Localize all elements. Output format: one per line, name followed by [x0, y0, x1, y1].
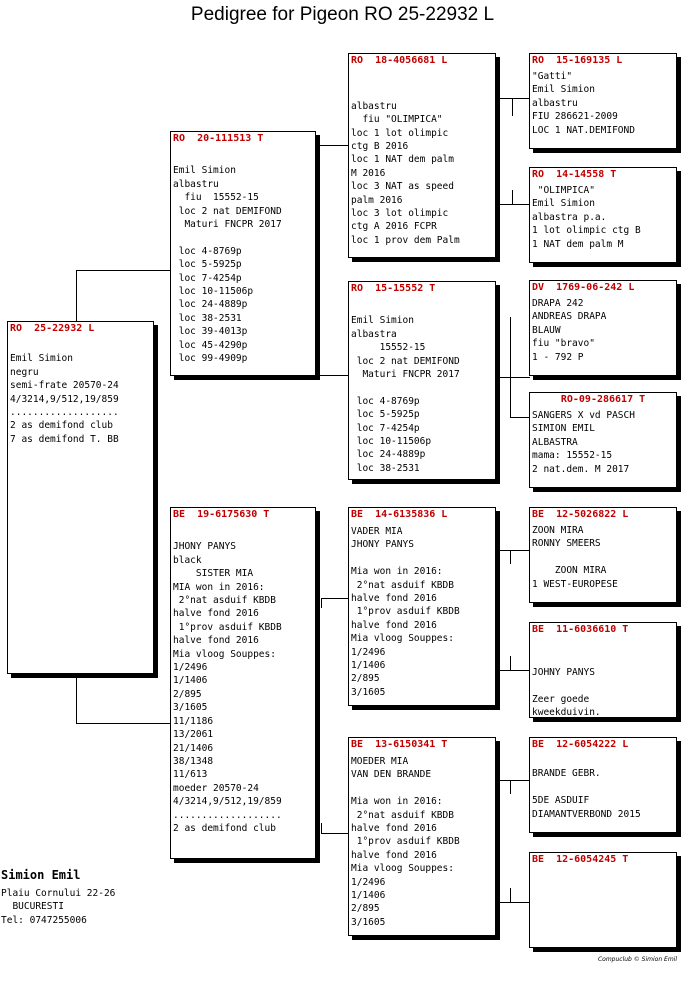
detail-line: loc 7-4254p [351, 422, 420, 434]
detail-line: 2/895 [351, 673, 380, 685]
connector-line [510, 377, 511, 417]
detail-line: Maturi FNCPR 2017 [173, 219, 282, 231]
ring-number: BE 11-6036610 T [532, 624, 629, 635]
detail-line: Emil Simion [10, 353, 73, 365]
ring-number: RO 20-111513 T [173, 133, 264, 144]
detail-line: Mia won in 2016: [351, 566, 443, 578]
detail-line: 1 lot olimpic ctg B [532, 225, 641, 237]
detail-line: kweekduivin. [532, 707, 601, 719]
dam-sire-card [348, 507, 496, 706]
pigeon-details [351, 755, 460, 929]
detail-line [532, 652, 601, 665]
detail-line: ZOON MIRA [532, 525, 584, 536]
detail-line: 2°nat asduif KBDB [351, 809, 454, 821]
detail-line: 21/1406 [173, 742, 214, 754]
page-title: Pedigree for Pigeon RO 25-22932 L [190, 4, 495, 25]
detail-line: halve fond 2016 [351, 619, 437, 631]
detail-line: loc 3 NAT as speed [351, 181, 454, 193]
breeder-address [1, 887, 115, 927]
detail-line: BRANDE GEBR. [532, 768, 601, 780]
detail-line: 1/2496 [173, 662, 208, 674]
pigeon-details [532, 184, 641, 251]
detail-line: 4/3214,9/512,19/859 [173, 796, 282, 808]
connector-line [500, 780, 530, 781]
connector-line [318, 375, 348, 376]
detail-line: FIU 286621-2009 [532, 111, 618, 123]
detail-line: loc 7-4254p [173, 272, 242, 284]
detail-line: 2/895 [351, 903, 380, 915]
detail-line: semi-frate 20570-24 [10, 380, 119, 392]
detail-line: ANDREAS DRAPA [532, 311, 607, 323]
detail-line: Tel: 0747255006 [1, 914, 87, 926]
connector-line [510, 656, 511, 670]
connector-line [510, 780, 511, 794]
dam-dam-sire-card [529, 737, 677, 833]
ring-number: BE 12-6054222 L [532, 739, 629, 750]
connector-line [512, 98, 513, 116]
detail-line: 1/1406 [173, 675, 208, 687]
pigeon-details [532, 639, 601, 719]
detail-line: fiu 15552-15 [173, 192, 259, 204]
connector-line [314, 145, 348, 146]
detail-line: albastru [532, 97, 578, 109]
detail-line: Emil Simion [532, 198, 595, 210]
detail-line: 1 NAT dem palm M [532, 238, 624, 250]
pigeon-details [351, 301, 460, 475]
connector-line [321, 598, 348, 599]
detail-line: albastra [351, 328, 397, 340]
detail-line: Mia won in 2016: [351, 796, 443, 808]
detail-line: moeder 20570-24 [173, 782, 259, 794]
detail-line: 1 WEST-EUROPESE [532, 578, 618, 590]
detail-line: "OLIMPICA" [532, 185, 595, 196]
detail-line: 2°nat asduif KBDB [173, 595, 276, 607]
detail-line: 1°prov asduif KBDB [173, 621, 282, 633]
detail-line: 13/2061 [173, 729, 214, 741]
detail-line: SIMION EMIL [532, 423, 595, 435]
detail-line: ctg B 2016 [351, 141, 409, 153]
detail-line: 38/1348 [173, 755, 214, 767]
detail-line: halve fond 2016 [173, 608, 259, 620]
ring-number: RO-09-286617 T [560, 394, 646, 405]
connector-line [510, 550, 511, 564]
detail-line [351, 782, 460, 795]
detail-line: black [173, 554, 202, 566]
detail-line: loc 4-8769p [173, 245, 242, 257]
detail-line: halve fond 2016 [351, 593, 437, 605]
detail-line: loc 38-2531 [351, 462, 420, 474]
pigeon-details [532, 297, 606, 364]
detail-line [173, 231, 282, 244]
detail-line: Emil Simion [351, 315, 414, 327]
detail-line: Plaiu Cornului 22-26 [1, 888, 116, 899]
connector-line [510, 417, 530, 418]
connector-line [321, 598, 322, 608]
dam-sire-sire-card [529, 507, 677, 603]
detail-line: 2/895 [173, 688, 202, 700]
detail-line: JHONY PANYS [173, 541, 236, 553]
ring-number: RO 18-4056681 L [351, 55, 448, 66]
detail-line: loc 38-2531 [173, 312, 242, 324]
connector-line [500, 98, 530, 99]
detail-line: SANGERS X vd PASCH [532, 410, 635, 421]
detail-line: 3/1605 [351, 916, 386, 928]
pigeon-details [532, 524, 618, 591]
pigeon-details [173, 151, 282, 366]
sire-dam-sire-card [529, 280, 677, 376]
detail-line: 4/3214,9/512,19/859 [10, 393, 119, 405]
detail-line [532, 679, 601, 692]
pigeon-details [351, 73, 460, 247]
detail-line: halve fond 2016 [173, 635, 259, 647]
detail-line: Mia vloog Souppes: [351, 633, 454, 645]
detail-line: Mia vloog Souppes: [351, 863, 454, 875]
detail-line: "Gatti" [532, 71, 573, 82]
ring-number: RO 25-22932 L [10, 323, 95, 334]
detail-line: 1 - 792 P [532, 351, 584, 363]
sire-card [170, 131, 316, 376]
detail-line: Emil Simion [532, 84, 595, 96]
connector-line [76, 270, 171, 271]
detail-line: 2 as demifond club [10, 420, 113, 432]
detail-line: loc 10-11506p [173, 286, 254, 298]
detail-line: RONNY SMEERS [532, 538, 601, 550]
detail-line [351, 552, 460, 565]
detail-line: loc 3 lot olimpic [351, 208, 449, 220]
detail-line: 1/1406 [351, 660, 386, 672]
detail-line [10, 339, 119, 352]
ring-number: RO 15-169135 L [532, 55, 623, 66]
detail-line: ................... [10, 407, 119, 419]
footer-credit: Compuclub © Simion Emil [597, 956, 677, 963]
dam-sire-dam-card [529, 622, 677, 718]
connector-line [510, 888, 511, 902]
pigeon-details [532, 754, 641, 821]
detail-line: 3/1605 [351, 686, 386, 698]
detail-line: Emil Simion [173, 165, 236, 177]
detail-line: ZOON MIRA [532, 565, 607, 577]
detail-line: mama: 15552-15 [532, 450, 613, 462]
detail-line: halve fond 2016 [351, 823, 437, 835]
subject-pigeon-card [7, 321, 154, 674]
detail-line: loc 4-8769p [351, 395, 420, 407]
detail-line: loc 1 NAT dem palm [351, 154, 454, 166]
connector-line [500, 204, 530, 205]
sire-sire-dam-card [529, 167, 677, 263]
ring-number: BE 13-6150341 T [351, 739, 448, 750]
detail-line: BUCURESTI [1, 901, 64, 913]
detail-line: JOHNY PANYS [532, 666, 595, 678]
connector-line [76, 723, 171, 724]
connector-line [76, 672, 77, 724]
detail-line: Maturi FNCPR 2017 [351, 369, 460, 381]
detail-line [351, 86, 460, 99]
connector-line [500, 377, 530, 378]
detail-line: 5DE ASDUIF [532, 795, 590, 807]
pigeon-details [173, 527, 282, 835]
detail-line: fiu "OLIMPICA" [351, 114, 443, 126]
detail-line: DRAPA 242 [532, 298, 584, 309]
detail-line: SISTER MIA [173, 568, 254, 580]
detail-line: ALBASTRA [532, 436, 578, 448]
ring-number: DV 1769-06-242 L [532, 282, 635, 293]
connector-line [512, 190, 513, 204]
detail-line: 15552-15 [351, 342, 426, 354]
detail-line: loc 1 prov dem Palm [351, 234, 460, 246]
detail-line: halve fond 2016 [351, 849, 437, 861]
connector-line [500, 550, 530, 551]
detail-line: albastru [351, 100, 397, 112]
detail-line: 2 nat.dem. M 2017 [532, 463, 630, 475]
dam-dam-dam-card [529, 852, 677, 948]
detail-line: fiu "bravo" [532, 338, 595, 350]
connector-line [500, 902, 530, 903]
ring-number: RO 14-14558 T [532, 169, 617, 180]
detail-line: MIA won in 2016: [173, 581, 265, 593]
detail-line: loc 45-4290p [173, 339, 248, 351]
detail-line: 1/2496 [351, 876, 386, 888]
ring-number: BE 12-5026822 L [532, 509, 629, 520]
detail-line: Zeer goede [532, 693, 590, 705]
breeder-name: Simion Emil [1, 868, 81, 882]
detail-line [532, 754, 641, 767]
sire-dam-dam-card [529, 392, 677, 488]
dam-dam-card [348, 737, 496, 936]
detail-line: DIAMANTVERBOND 2015 [532, 808, 641, 820]
sire-sire-sire-card [529, 53, 677, 149]
detail-line: albastru [173, 178, 219, 190]
detail-line: albastra p.a. [532, 211, 607, 223]
detail-line: VAN DEN BRANDE [351, 769, 432, 781]
detail-line: BLAUW [532, 324, 561, 336]
detail-line: 2 as demifond club [173, 822, 276, 834]
connector-line [318, 360, 319, 376]
dam-card [170, 507, 316, 859]
detail-line [532, 781, 641, 794]
detail-line [532, 551, 618, 564]
detail-line: loc 2 nat DEMIFOND [351, 355, 460, 367]
sire-dam-card [348, 281, 496, 480]
sire-sire-card [348, 53, 496, 258]
detail-line: loc 5-5925p [173, 259, 242, 271]
connector-line [500, 670, 530, 671]
detail-line: MOEDER MIA [351, 756, 409, 767]
ring-number: BE 19-6175630 T [173, 509, 270, 520]
detail-line: loc 1 lot olimpic [351, 127, 449, 139]
ring-number: BE 12-6054245 T [532, 854, 629, 865]
detail-line: Mia vloog Souppes: [173, 648, 276, 660]
connector-line [76, 270, 77, 322]
detail-line: 3/1605 [173, 702, 208, 714]
detail-line [173, 151, 282, 164]
detail-line: 11/1186 [173, 715, 214, 727]
detail-line: negru [10, 366, 39, 378]
detail-line: ................... [173, 809, 282, 821]
detail-line: ctg A 2016 FCPR [351, 221, 437, 233]
detail-line: JHONY PANYS [351, 539, 414, 551]
detail-line [351, 381, 460, 394]
detail-line: VADER MIA [351, 526, 403, 537]
detail-line: 7 as demifond T. BB [10, 433, 119, 445]
pigeon-details [351, 525, 460, 699]
detail-line: loc 24-4889p [173, 299, 248, 311]
detail-line: palm 2016 [351, 194, 403, 206]
connector-line [321, 823, 322, 833]
detail-line: 1°prov asduif KBDB [351, 606, 460, 618]
detail-line [173, 527, 282, 540]
detail-line: loc 10-11506p [351, 436, 432, 448]
detail-line [351, 301, 460, 314]
detail-line: LOC 1 NAT.DEMIFOND [532, 124, 635, 136]
detail-line [351, 73, 460, 86]
connector-line [321, 833, 348, 834]
detail-line: 11/613 [173, 769, 208, 781]
pigeon-details [10, 339, 119, 446]
detail-line: M 2016 [351, 167, 386, 179]
pigeon-details [532, 409, 635, 476]
detail-line: 2°nat asduif KBDB [351, 579, 454, 591]
ring-number: BE 14-6135836 L [351, 509, 448, 520]
detail-line: loc 5-5925p [351, 409, 420, 421]
detail-line: 1/1406 [351, 890, 386, 902]
detail-line [532, 639, 601, 652]
ring-number: RO 15-15552 T [351, 283, 436, 294]
detail-line: loc 39-4013p [173, 326, 248, 338]
detail-line: 1/2496 [351, 646, 386, 658]
detail-line: loc 2 nat DEMIFOND [173, 205, 282, 217]
connector-line [510, 317, 511, 377]
detail-line: loc 99-4909p [173, 353, 248, 365]
pigeon-details [532, 70, 635, 137]
detail-line: loc 24-4889p [351, 449, 426, 461]
detail-line: 1°prov asduif KBDB [351, 836, 460, 848]
